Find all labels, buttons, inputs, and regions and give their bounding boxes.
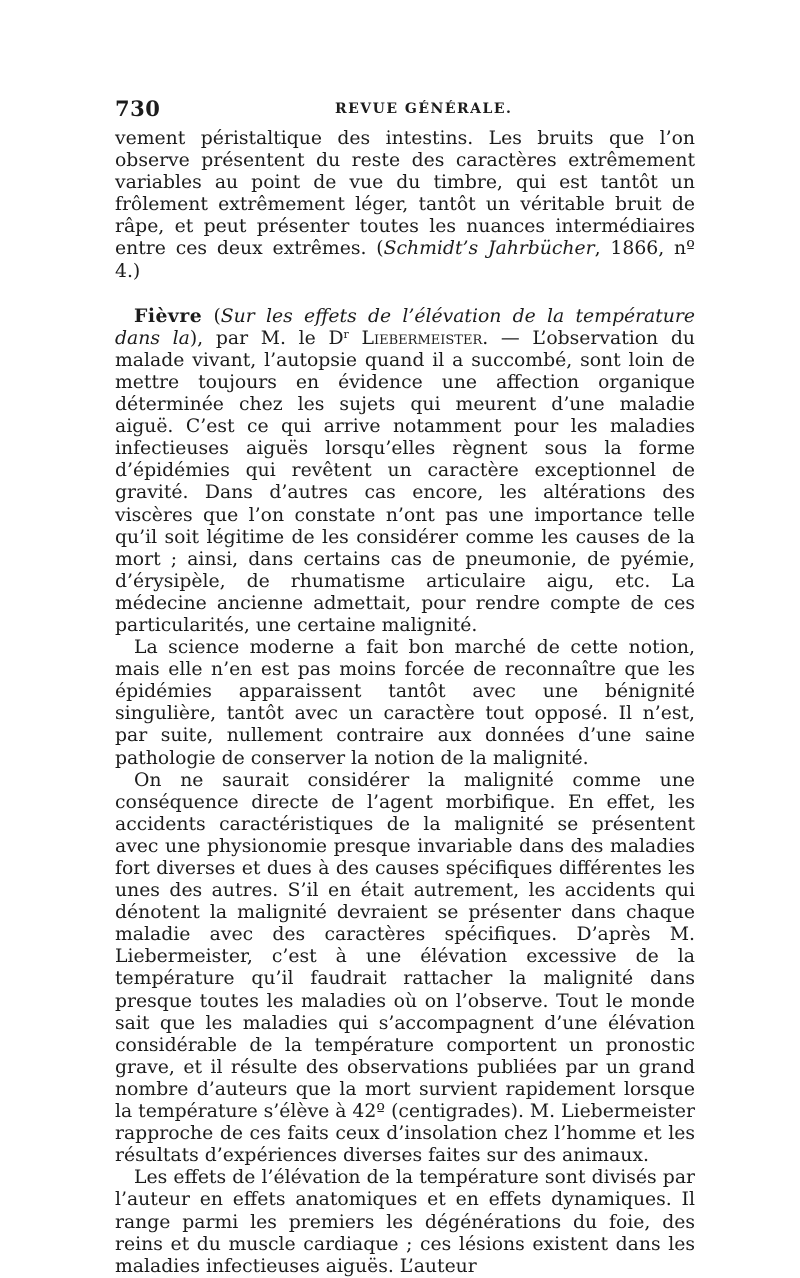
page-header [115, 96, 695, 122]
author-name: Liebermeister [348, 327, 483, 349]
paragraph-text: vement péristaltique des intestins. Les bruits que l’on observe présentent du reste des caractères extrêmement variables au point de vue du timbre, qui est tantôt un frôlement extrêmement léger, tantôt un véritable bruit de râpe, et peut présenter toutes les nuances intermédiaires entre ces deux extrêmes. ( [115, 128, 695, 260]
subtitle-open: ( [202, 305, 221, 327]
subtitle-close: ), par M. le D [189, 327, 344, 349]
page-number: 730 [115, 96, 161, 121]
paragraph: Les effets de l’élévation de la température sont divisés par l’auteur en effets anatomiques et en effets dynamiques. Il range parmi les premiers les dégénérations du foie, des reins et du muscle cardiaque ; ces lésions existent dans les maladies infectieuses aiguës. L’auteur [115, 1167, 695, 1277]
paragraph [115, 128, 695, 283]
section-subtitle: Sur les effets de l’élévation de la température dans la [115, 305, 695, 349]
paragraph: La science moderne a fait bon marché de cette notion, mais elle n’en est pas moins forcée de reconnaître que les épidémies apparaissent tantôt avec une bénignité singulière, tantôt avec un caractère tout opposé. Il n’est, par suite, nullement contraire aux données d’une saine pathologie de conserver la notion de la malignité. [115, 637, 695, 769]
doctor-superscript: r [343, 327, 349, 341]
paragraph-text: , 1866, nº 4.) [115, 238, 695, 282]
section-paragraph [115, 305, 695, 637]
running-title: REVUE GÉNÉRALE. [335, 101, 513, 117]
section-heading: Fièvre [134, 304, 203, 327]
body-text [115, 128, 695, 1278]
paragraph-text: . — L’observation du malade vivant, l’autopsie quand il a succombé, sont loin de mettre toujours en évidence une affection organique déterminée chez les sujets qui meurent d’une maladie aiguë. C’est ce qui arrive notamment pour les maladies infectieuses aiguës lorsqu’elles règnent sous la forme d’épidémies qui revêtent un caractère exceptionnel de gravité. Dans d’autres cas encore, les altérations des viscères que l’on constate n’ont pas une importance telle qu’il soit légitime de les considérer comme les causes de la mort ; ainsi, dans certains cas de pneumonie, de pyémie, d’érysipèle, de rhumatisme articulaire aigu, etc. La médecine ancienne admettait, pour rendre compte de ces particularités, une certaine malignité. [115, 327, 695, 636]
paragraph: On ne saurait considérer la malignité comme une conséquence directe de l’agent morbifique. En effet, les accidents caractéristiques de la malignité se présentent avec une physionomie presque invariable dans des maladies fort diverses et dues à des causes spécifiques différentes les unes des autres. S’il en était autrement, les accidents qui dénotent la malignité devraient se présenter dans chaque maladie avec des caractères spécifiques. D’après M. Liebermeister, c’est à une élévation excessive de la température qu’il faudrait rattacher la malignité dans presque toutes les maladies où on l’observe. Tout le monde sait que les maladies qui s’accompagnent d’une élévation considérable de la température comportent un pronostic grave, et il résulte des observations publiées par un grand nombre d’auteurs que la mort survient rapidement lorsque la température s’élève à 42º (centigrades). M. Liebermeister rapproche de ces faits ceux d’insolation chez l’homme et les résultats d’expériences diverses faites sur des animaux. [115, 769, 696, 1167]
citation: Schmidt’s Jahrbücher [383, 238, 595, 260]
